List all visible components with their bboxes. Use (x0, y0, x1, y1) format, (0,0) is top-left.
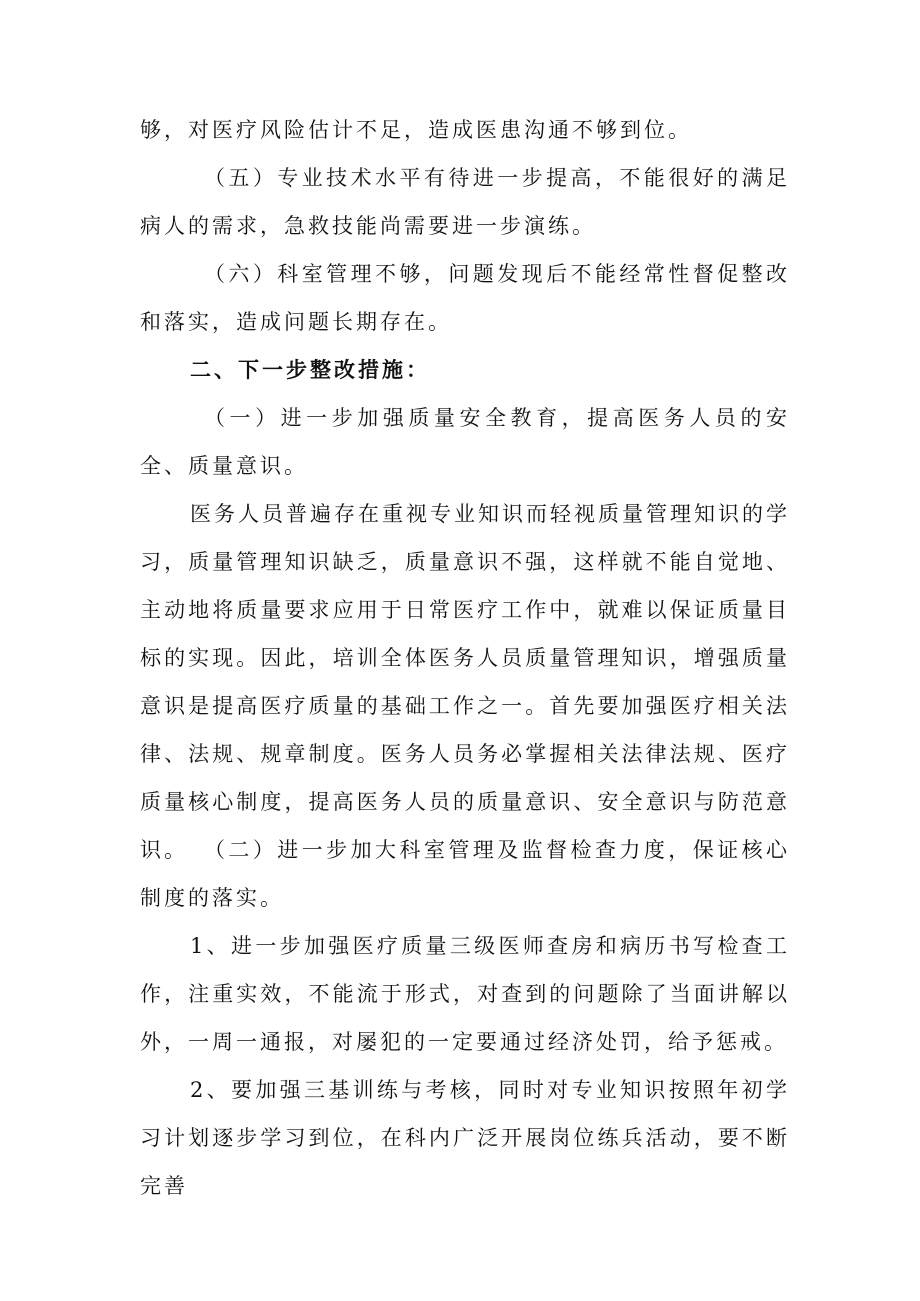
numbered-item-1: 1、进一步加强医疗质量三级医师查房和病历书写检查工作，注重实效，不能流于形式，对查到的问题除了当面讲解以外，一周一通报，对屡犯的一定要通过经济处罚，给予惩戒。 (140, 934, 790, 1054)
subsection-1-title: （一）进一步加强质量安全教育，提高医务人员的安全、质量意识。 (140, 406, 790, 478)
paragraph-item-6: （六）科室管理不够，问题发现后不能经常性督促整改和落实，造成问题长期存在。 (140, 262, 790, 334)
subsection-2-title: （二）进一步加大科室管理及监督检查力度，保证核心制度的落实。 (140, 838, 790, 910)
paragraph-item-5: （五）专业技术水平有待进一步提高，不能很好的满足病人的需求，急救技能尚需要进一步演练。 (140, 166, 790, 238)
paragraph-body: 医务人员普遍存在重视专业知识而轻视质量管理知识的学习，质量管理知识缺乏，质量意识不强，这样就不能自觉地、主动地将质量要求应用于日常医疗工作中，就难以保证质量目标的实现。因此，培训全体医务人员质量管理知识，增强质量意识是提高医疗质量的基础工作之一。首先要加强医疗相关法律、法规、规章制度。医务人员务必掌握相关法律法规、医疗质量核心制度，提高医务人员的质量意识、安全意识与防范意识。 (140, 502, 790, 862)
numbered-item-2: 2、要加强三基训练与考核，同时对专业知识按照年初学习计划逐步学习到位，在科内广泛开展岗位练兵活动，要不断完善 (140, 1078, 790, 1198)
section-heading: 二、下一步整改措施： (190, 358, 430, 382)
paragraph-continuation: 够，对医疗风险估计不足，造成医患沟通不够到位。 (140, 118, 692, 142)
